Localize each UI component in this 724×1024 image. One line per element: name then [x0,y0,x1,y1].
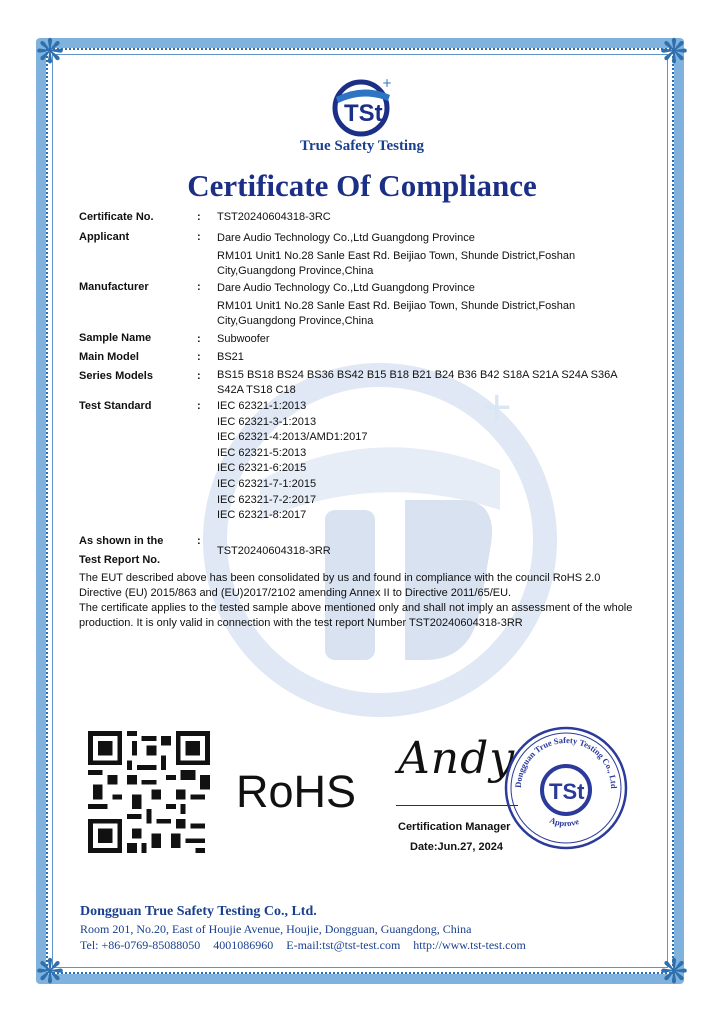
colon: : [197,333,201,345]
certificate-title: Certificate Of Compliance [187,168,537,203]
seal-approve-text: Approve [548,814,581,829]
company-header: True Safety Testing [300,138,424,154]
main-model-label: Main Model [79,351,139,363]
test-standard-item: IEC 62321-7-2:2017 [217,493,317,506]
colon: : [197,535,201,547]
footer-address: Room 201, No.20, East of Houjie Avenue, Houjie, Dongguan, Guangdong, China [80,922,472,936]
certificate-no-label: Certificate No. [79,211,154,223]
corner-ornament-icon: ❋ [35,952,65,992]
test-standard-list [217,399,617,524]
test-standard-item: IEC 62321-4:2013/AMD1:2017 [217,431,368,444]
footer-phone: 4001086960 [213,938,274,952]
manufacturer-address: RM101 Unit1 No.28 Sanle East Rd. Beijiao Town, Shunde District,Foshan City,Guangdong Province,China [217,300,576,327]
tst-logo-icon [328,75,398,137]
svg-text:+: + [382,76,393,90]
test-report-value: TST20240604318-3RR [217,545,331,557]
applicant-name: Dare Audio Technology Co.,Ltd Guangdong Province [217,232,475,244]
test-standard-item: IEC 62321-7-1:2015 [217,477,317,490]
test-report-label-line1: As shown in the [79,535,164,547]
svg-text:+: + [480,384,514,430]
colon: : [197,370,201,382]
corner-ornament-icon: ❋ [659,32,689,72]
seal-logo-text: TSt [549,779,585,804]
colon: : [197,400,201,412]
certificate-no-value: TST20240604318-3RC [217,211,331,223]
test-standard-item: IEC 62321-5:2013 [217,446,307,459]
seal-text: Dongguan True Safety Testing Co., Ltd [512,734,620,789]
tst-logo-text: TSt [344,100,383,127]
applicant-address: RM101 Unit1 No.28 Sanle East Rd. Beijiao Town, Shunde District,Foshan City,Guangdong Province,China [217,250,576,277]
sample-name-label: Sample Name [79,332,152,344]
test-standard-item: IEC 62321-6:2015 [217,462,307,475]
compliance-statement [79,571,639,631]
statement-paragraph: The certificate applies to the tested sample above mentioned only and shall not imply an assessment of the whole production. It is only valid in connection with the test report Number TST20240604318-3RR [79,602,633,629]
test-report-label-line2: Test Report No. [79,554,161,566]
qr-code-icon [88,731,210,853]
main-model-value: BS21 [217,351,244,363]
statement-paragraph: The EUT described above has been consolidated by us and found in compliance with the council RoHS 2.0 Directive (EU) 2015/863 and (EU)2017/2102 amending Annex II to Directive 2011/65/EU. [79,572,601,599]
footer-company: Dongguan True Safety Testing Co., Ltd. [80,904,317,919]
footer-website-link[interactable]: http://www.tst-test.com [413,938,526,952]
footer-tel: Tel: +86-0769-85088050 [80,938,201,952]
manufacturer-name: Dare Audio Technology Co.,Ltd Guangdong Province [217,282,475,294]
signature-line [396,805,518,806]
applicant-label: Applicant [79,231,130,243]
certificate-date: Date:Jun.27, 2024 [410,841,503,853]
signature: Andy [398,733,516,784]
colon: : [197,231,201,243]
signer-title: Certification Manager [398,821,511,833]
test-standard-item: IEC 62321-3-1:2013 [217,415,317,428]
corner-ornament-icon: ❋ [659,952,689,992]
manufacturer-label: Manufacturer [79,281,149,293]
test-standard-item: IEC 62321-1:2013 [217,400,307,412]
footer-email: E-mail:tst@tst-test.com [286,938,401,952]
test-standard-item: IEC 62321-8:2017 [217,509,307,522]
corner-ornament-icon: ❋ [35,32,65,72]
footer-contact [80,938,660,953]
series-models-value: BS15 BS18 BS24 BS36 BS42 B15 B18 B21 B24 B36 B42 S18A S21A S24A S36A S42A TS18 C18 [217,369,617,396]
colon: : [197,281,201,293]
rohs-mark: RoHS [236,766,357,817]
svg-text:Approve [548,815,580,828]
colon: : [197,351,201,363]
sample-name-value: Subwoofer [217,333,270,345]
test-standard-label: Test Standard [79,400,152,412]
series-models-label: Series Models [79,370,153,382]
colon: : [197,211,201,223]
company-seal-icon [503,725,629,851]
